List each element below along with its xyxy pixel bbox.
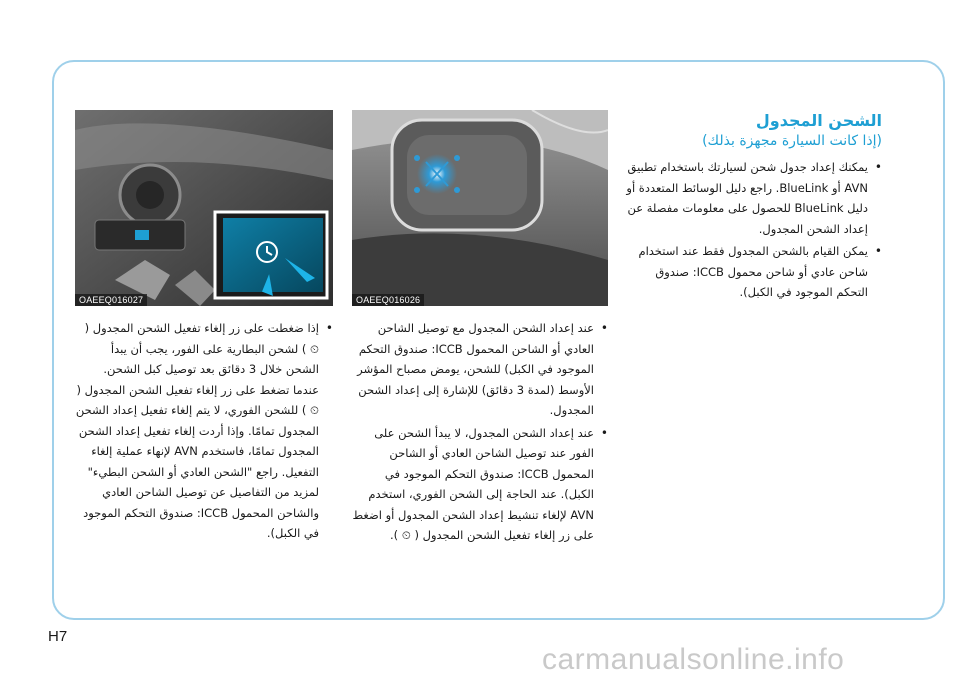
- list-item: • يمكنك إعداد جدول شحن لسيارتك باستخدام تطبيق AVN أو BlueLink. راجع دليل الوسائط المتعددة أو دليل BlueLink للحصول على معلومات مفصلة عن إعداد الشحن المجدول.: [622, 157, 882, 239]
- bullet-icon: •: [874, 244, 882, 258]
- watermark: carmanualsonline.info: [542, 643, 845, 676]
- list-item: • عند إعداد الشحن المجدول، لا يبدأ الشحن على الفور عند توصيل الشاحن العادي أو الشاحن المحمول ICCB: صندوق التحكم الموجود في الكبل). عند الحاجة إلى الشحن الفوري، استخدم AVN لإلغاء تنشيط إعداد الشحن المجدول أو اضغط على زر إلغاء تفعيل الشحن المجدول ( ⏲ ).: [352, 423, 608, 546]
- photo-charging-indicator: [352, 110, 608, 306]
- section-heading: الشحن المجدول: [755, 111, 882, 130]
- scheduled-charging-section: [622, 110, 882, 305]
- list-item: • عند إعداد الشحن المجدول مع توصيل الشاحن العادي أو الشاحن المحمول ICCB: صندوق التحكم الموجود في الكبل) للشحن، يومض مصباح المؤشر الأوسط (لمدة 3 دقائق) للإشارة إلى إعداد الشحن المجدول.: [352, 318, 608, 421]
- bullet-icon: •: [600, 425, 608, 440]
- photo-caption: OAEEQ016027: [75, 294, 147, 306]
- bullet-icon: •: [874, 160, 882, 174]
- dashboard-illustration: [75, 110, 333, 306]
- photo-dashboard-button: [75, 110, 333, 306]
- bullet-list: [352, 318, 608, 546]
- section-subheading: (إذا كانت السيارة مجهزة بذلك): [702, 133, 882, 149]
- list-item: • إذا ضغطت على زر إلغاء تفعيل الشحن المجدول ( ⏲ ) لشحن البطارية على الفور، يجب أن يبدأ الشحن خلال 3 دقائق بعد توصيل كبل الشحن. عندما تضغط على زر إلغاء تفعيل الشحن المجدول ( ⏲ ) للشحن الفوري، لا يتم إلغاء تفعيل إعداد الشحن المجدول تمامًا. وإذا أردت إلغاء تفعيل إعداد الشحن المجدول تمامًا، فاستخدم AVN لإنهاء عملية إلغاء التفعيل. راجع "الشحن العادي أو الشحن البطيء" لمزيد من التفاصيل عن توصيل الشاحن العادي والشاحن المحمول ICCB: صندوق التحكم الموجود في الكبل).: [75, 318, 333, 544]
- photo-caption: OAEEQ016026: [352, 294, 424, 306]
- bullet-list: [75, 318, 333, 544]
- cancel-button-notes-section: [75, 318, 333, 546]
- bullet-icon: •: [325, 321, 333, 335]
- bullet-icon: •: [600, 321, 608, 335]
- list-item: • يمكن القيام بالشحن المجدول فقط عند استخدام شاحن عادي أو شاحن محمول ICCB: صندوق التحكم الموجود في الكبل).: [622, 241, 882, 303]
- indicator-notes-section: [352, 318, 608, 548]
- page-number: H7: [48, 628, 68, 645]
- indicator-illustration: [352, 110, 608, 306]
- bullet-list: [622, 157, 882, 303]
